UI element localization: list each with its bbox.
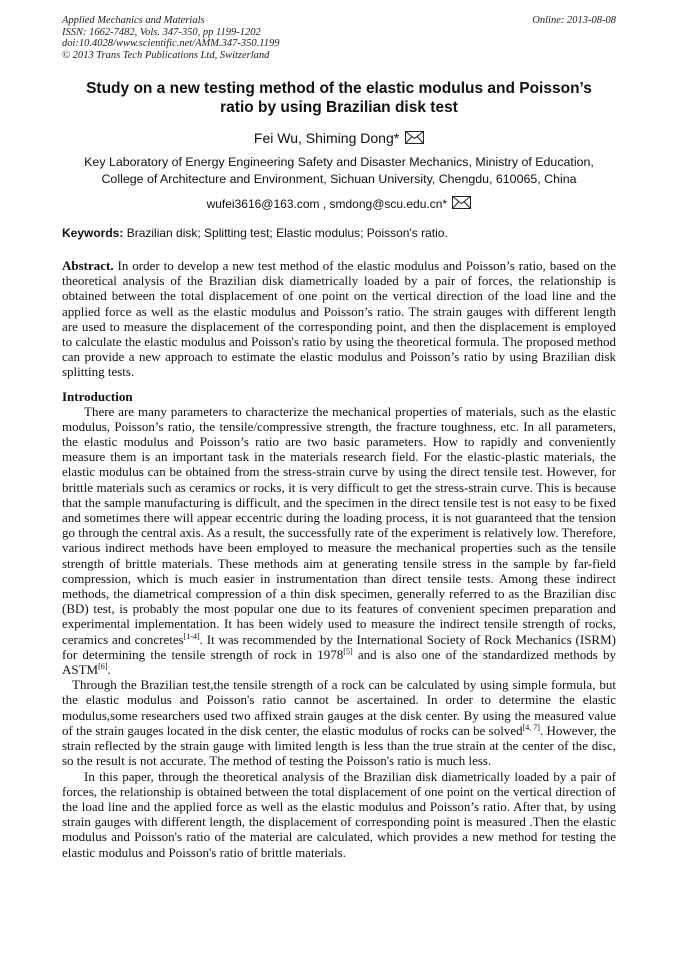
keywords-label: Keywords: [62, 226, 124, 240]
issn-line: ISSN: 1662-7482, Vols. 347-350, pp 1199-1202 [62, 26, 261, 38]
affiliation [62, 154, 616, 188]
paragraph-text: Through the Brazilian test,the tensile strength of a rock can be calculated by using simple formula, but the elastic modulus and Poisson's ratio cannot be ascertained. In order to determine the elastic modulus,some researchers used two affixed strain gauges at the disk center. By using the measured value of the strain gauges located in the disk center, the elastic modulus of rocks can be solved [62, 677, 616, 738]
paragraph-text: . It was recommended by the International Society of Rock Mechanics (ISRM) for determining the tensile strength of rock in 1978 [62, 631, 616, 662]
citation-ref: [6] [98, 662, 108, 672]
journal-header [62, 15, 616, 61]
paragraph-text: . [107, 662, 111, 678]
citation-ref: [4, 7] [522, 722, 540, 732]
email-line [62, 196, 616, 212]
intro-paragraph-2 [62, 677, 616, 768]
intro-paragraph-1 [62, 404, 616, 678]
abstract-text: In order to develop a new test method of the elastic modulus and Poisson’s ratio, based on the theoretical analysis of the Brazilian disk diametrically loaded by a pair of forces, the relationship is obtained between the total displacement of one point on the vertical direction of the load line and the applied force as well as the elastic modulus and Poisson’s ratio. The strain gauges with different length are used to measure the displacement of the corresponding point, and then the displacement is employed to calculate the elastic modulus and Poisson's ratio by using the theoretical formula. The proposed method can provide a new approach to estimate the elastic modulus and Poisson’s ratio by using Brazilian disk splitting tests. [62, 258, 616, 380]
introduction-body [62, 404, 616, 860]
affiliation-line-2: College of Architecture and Environment, Sichuan University, Chengdu, 610065, China [101, 172, 577, 186]
intro-paragraph-3: In this paper, through the theoretical analysis of the Brazilian disk diametrically loaded by a pair of forces, the relationship is obtained between the total displacement of one point on the vertical direction of the load line and the applied force as well as the elastic modulus and Poisson’s ratio. After that, by using strain gauges with different length, the displacement of corresponding point is measured .Then the elastic modulus and Poisson's ratio of the material are calculated, which provides a new method for testing the elastic modulus and Poisson's ratio of brittle materials. [62, 768, 616, 860]
doi-line: doi:10.4028/www.scientific.net/AMM.347-350.1199 [62, 38, 280, 49]
envelope-icon[interactable] [452, 196, 471, 209]
abstract-label: Abstract. [62, 258, 114, 273]
keywords [62, 226, 616, 241]
keywords-text: Brazilian disk; Splitting test; Elastic modulus; Poisson's ratio. [123, 226, 448, 240]
abstract [62, 258, 616, 380]
authors-line [62, 130, 616, 147]
paragraph-text: . However, the strain reflected by the strain gauge with limited length is less than the true strain at the center of the disc, so the result is not accurate. The method of testing the Poisson's ratio is much less. [62, 722, 616, 769]
journal-name: Applied Mechanics and Materials [62, 15, 205, 26]
envelope-icon[interactable] [405, 131, 424, 144]
affiliation-line-1: Key Laboratory of Energy Engineering Safety and Disaster Mechanics, Ministry of Education, [84, 155, 594, 169]
paper-page [62, 15, 616, 860]
online-date: Online: 2013-08-08 [532, 15, 616, 26]
author-names: Fei Wu, Shiming Dong* [253, 130, 400, 146]
paragraph-text: There are many parameters to characterize the mechanical properties of materials, such as the elastic modulus, Poisson’s ratio, the tensile/compressive strength, the fracture toughness, etc. In all parameters, the elastic modulus and Poisson’s ratio are two basic parameters. How to rapidly and conveniently measure them is an important task in the materials research field. For the elastic-plastic materials, the elastic modulus can be obtained from the stress-strain curve by using the direct tensile test. However, for brittle materials such as ceramics or rocks, it is very difficult to get the stress-strain curve. This is because that the sample manufacturing is difficult, and the specimen in the direct tensile test is not easy to be fixed and sometimes there will appear eccentric during the loading process, it is not guaranteed that the tension go through the central axis. As a result, the successfully rate of the experiment is relatively low. Therefore, various indirect methods have been employed to measure the mechanical properties such as the tensile strength of brittle materials. These methods aim at generating tensile stress in the sample by far-field compression, which is much easier in instrumentation than direct tensile tests. Among these indirect methods, the diametrical compression of a thin disk specimen, generally referred to as the Brazilian disc (BD) test, is probably the most popular one due to its features of convenient specimen preparation and experimental implementation. It has been widely used to measure the indirect tensile strength of rocks, ceramics and concretes [62, 403, 616, 647]
paragraph-text: and is also one of the standardized methods by ASTM [62, 646, 617, 678]
citation-ref: [5] [343, 646, 353, 656]
section-heading-introduction: Introduction [62, 388, 133, 404]
citation-ref: [1-4] [183, 631, 200, 641]
copyright-line: © 2013 Trans Tech Publications Ltd, Switzerland [62, 49, 270, 61]
email-addresses[interactable]: wufei3616@163.com , smdong@scu.edu.cn* [206, 197, 448, 211]
paper-title: Study on a new testing method of the elastic modulus and Poisson’s ratio by using Brazilian disk test [86, 80, 592, 116]
